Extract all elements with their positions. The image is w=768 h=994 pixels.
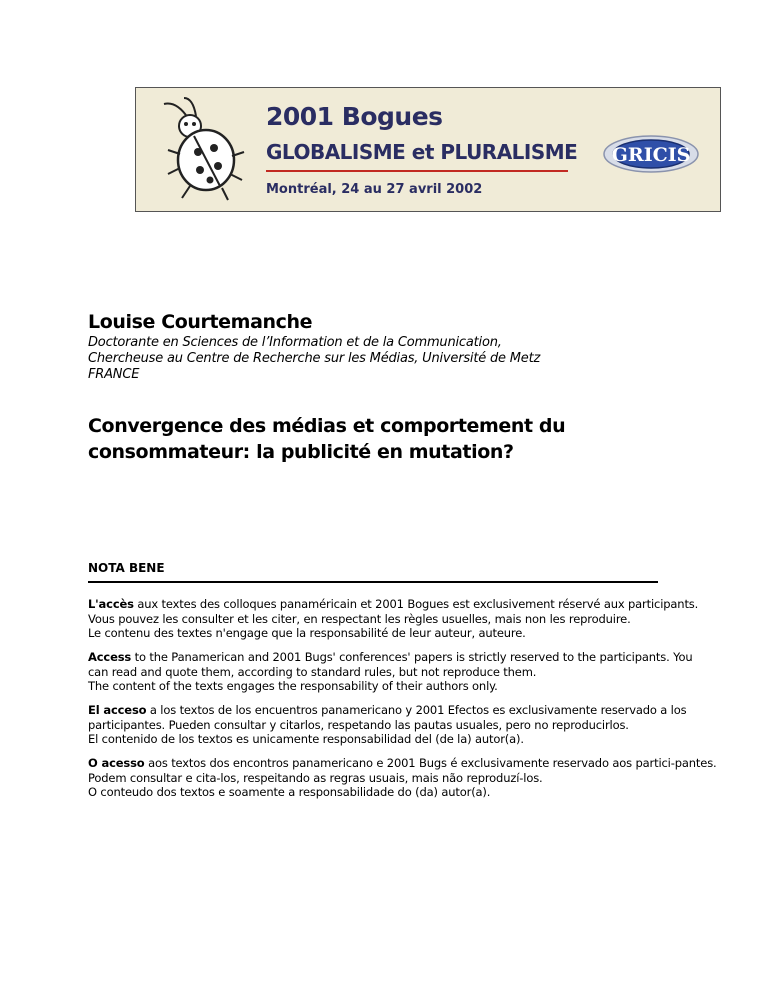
notice-lead: L'accès [88,597,134,611]
banner-dates: Montréal, 24 au 27 avril 2002 [266,182,483,197]
banner-subtitle: GLOBALISME et PLURALISME [266,140,578,164]
notice-text: aux textes des colloques panaméricain et 2001 Bogues est exclusivement réservé aux participants. [133,597,699,611]
nota-bene-divider [88,581,658,583]
notice-paragraph-es [88,703,700,747]
affiliation-line: Doctorante en Sciences de l’Information et de la Communication, [88,335,502,350]
notice-text: Podem consultar e cita-los, respeitando as regras usuais, mais não reproduzí-los. [88,770,543,785]
author-name: Louise Courtemanche [88,311,313,333]
notice-paragraph-fr [88,597,700,641]
gricis-logo [602,134,700,174]
notice-text: Le contenu des textes n'engage que la responsabilité de leur auteur, auteure. [88,626,526,640]
notice-text: aos textos dos encontros panamericano e 2001 Bugs é exclusivamente reservado aos partici-pantes. [144,756,717,770]
notice-text: to the Panamerican and 2001 Bugs' conferences' papers is strictly reserved to the participants. You [131,650,693,664]
banner-divider [266,170,568,172]
notice-lead: O acesso [88,756,145,770]
notice-text: El contenido de los textos es unicamente responsabilidad del (de la) autor(a). [88,732,524,746]
notice-lead: El acceso [88,703,147,717]
logo-text: GRICIS [611,144,691,166]
banner-title: 2001 Bogues [266,102,443,131]
notice-text: O conteudo dos textos e soamente a responsabilidade do (da) autor(a). [88,785,491,799]
notice-text: a los textos de los encuentros panamericano y 2001 Efectos es exclusivamente reservado a los [146,703,687,717]
notice-text: Vous pouvez les consulter et les citer, en respectant les règles usuelles, mais non les reproduire. [88,611,631,626]
notice-text: can read and quote them, according to standard rules, but not reproduce them. [88,664,537,679]
author-affiliation [88,335,540,383]
notice-text: participantes. Pueden consultar y citarlos, respetando las pautas usuales, pero no reproducirlos. [88,717,629,732]
ladybug-icon [150,96,250,206]
notice-paragraph-pt [88,756,717,800]
conference-banner [135,87,721,212]
notice-text: The content of the texts engages the responsability of their authors only. [88,679,498,693]
paper-title: Convergence des médias et comportement du consommateur: la publicité en mutation? [88,415,566,463]
nota-bene-heading: NOTA BENE [88,561,165,575]
notice-paragraph-en [88,650,700,694]
affiliation-line: Chercheuse au Centre de Recherche sur les Médias, Université de Metz [88,351,541,366]
affiliation-line: FRANCE [88,367,140,382]
notice-lead: Access [88,650,132,664]
